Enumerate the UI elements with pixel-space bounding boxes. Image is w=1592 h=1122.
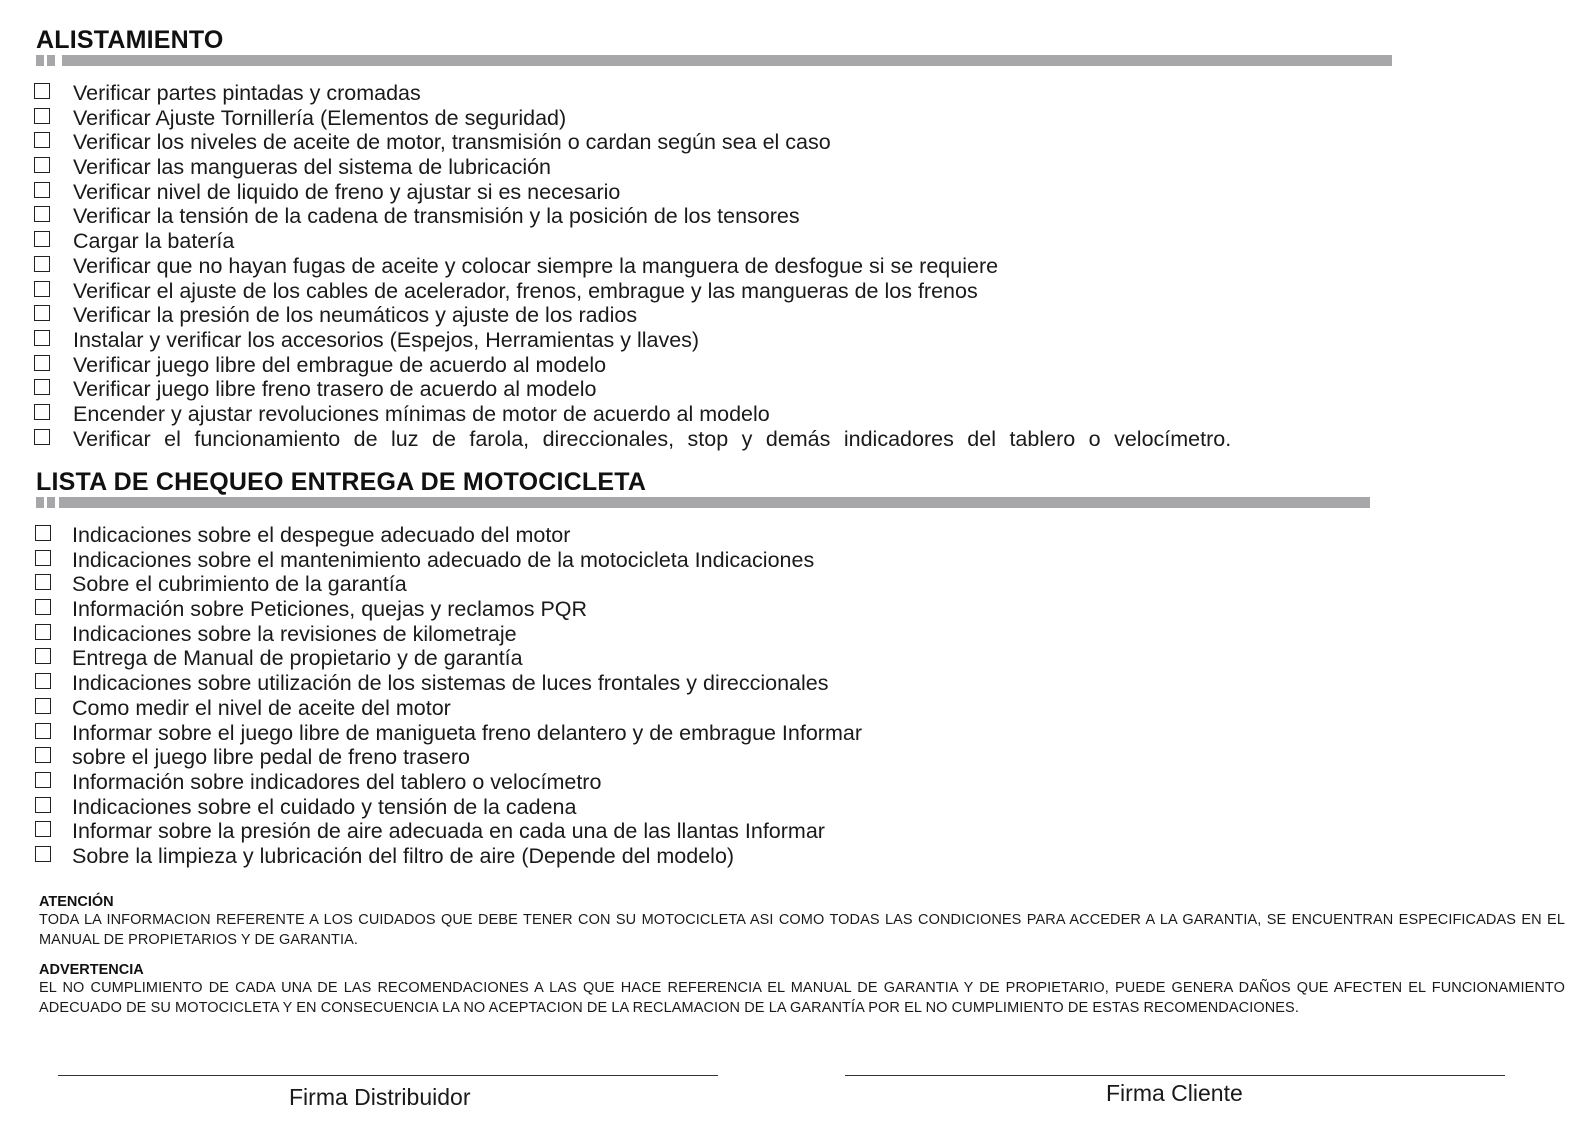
checklist-item-label: Indicaciones sobre utilización de los sistemas de luces frontales y direccionales xyxy=(72,671,829,696)
checklist-item-label: Sobre el cubrimiento de la garantía xyxy=(72,572,407,597)
checklist-item-label: Encender y ajustar revoluciones mínimas de motor de acuerdo al modelo xyxy=(73,401,770,426)
checkbox[interactable] xyxy=(35,574,51,590)
checklist-item-label: Indicaciones sobre el mantenimiento adecuado de la motocicleta Indicaciones xyxy=(72,547,815,572)
checkbox[interactable] xyxy=(35,624,51,640)
checklist-item xyxy=(35,671,1535,696)
checkbox[interactable] xyxy=(34,379,50,395)
advertencia-title: ADVERTENCIA xyxy=(39,962,144,978)
checklist-item-label: Indicaciones sobre el despegue adecuado del motor xyxy=(72,523,571,547)
section-divider xyxy=(36,55,1392,66)
checklist-item xyxy=(35,819,1535,844)
advertencia-text: EL NO CUMPLIMIENTO DE CADA UNA DE LAS RECOMENDACIONES A LAS QUE HACE REFERENCIA EL MANUAL DE GARANTIA Y DE PROPIETARIO, PUEDE GENERA DAÑOS QUE AFECTEN EL FUNCIONAMIENTO ADECUADO DE SU MOTOCICLETA Y EN CONSECUENCIA LA NO ACEPTACION DE LA RECLAMACION DE LA GARANTÍA POR EL NO CUMPLIMIENTO DE ESTAS RECOMENDACIONES. xyxy=(39,980,1565,1016)
checkbox[interactable] xyxy=(34,182,50,198)
checkbox[interactable] xyxy=(34,355,50,371)
checkbox[interactable] xyxy=(35,723,51,739)
checklist-item-label: Verificar el funcionamiento de luz de farola, direccionales, stop y demás indicadores del tablero o velocímetro. xyxy=(73,426,1232,451)
checklist-item xyxy=(34,130,1534,155)
checklist-item xyxy=(34,427,1534,452)
signature-label-cliente: Firma Cliente xyxy=(1106,1080,1243,1106)
atencion-text: TODA LA INFORMACION REFERENTE A LOS CUIDADOS QUE DEBE TENER CON SU MOTOCICLETA ASI COMO TODAS LAS CONDICIONES PARA ACCEDER A LA GARANTIA, SE ENCUENTRAN ESPECIFICADAS EN EL MANUAL DE PROPIETARIOS Y DE GARANTIA. xyxy=(39,912,1565,948)
checkbox[interactable] xyxy=(35,747,51,763)
checklist-item xyxy=(35,721,1535,746)
atencion-title: ATENCIÓN xyxy=(39,894,114,910)
checklist-item-label: Verificar la presión de los neumáticos y ajuste de los radios xyxy=(73,303,638,328)
checkbox[interactable] xyxy=(35,772,51,788)
checklist-item-label: Verificar las mangueras del sistema de lubricación xyxy=(73,155,552,180)
signature-line-distribuidor xyxy=(58,1075,718,1076)
checkbox[interactable] xyxy=(35,797,51,813)
checklist-item-label: Verificar nivel de liquido de freno y ajustar si es necesario xyxy=(73,179,621,204)
checklist-item xyxy=(35,622,1535,647)
checkbox[interactable] xyxy=(34,256,50,272)
checklist-item xyxy=(34,254,1534,279)
checklist-item xyxy=(34,81,1534,106)
checklist-item-label: Verificar partes pintadas y cromadas xyxy=(73,81,421,105)
checklist-item xyxy=(34,204,1534,229)
checkbox[interactable] xyxy=(35,846,51,862)
section-title-alistamiento: ALISTAMIENTO xyxy=(36,26,224,54)
checkbox[interactable] xyxy=(35,673,51,689)
checklist-item xyxy=(35,696,1535,721)
checkbox[interactable] xyxy=(34,206,50,222)
checklist-item xyxy=(34,106,1534,131)
signature-label-distribuidor: Firma Distribuidor xyxy=(289,1084,471,1110)
checkbox[interactable] xyxy=(35,821,51,837)
checkbox[interactable] xyxy=(34,281,50,297)
checklist-item-label: Verificar que no hayan fugas de aceite y colocar siempre la manguera de desfogue si se requiere xyxy=(73,253,999,278)
checklist-item xyxy=(35,795,1535,820)
checklist-item xyxy=(34,328,1534,353)
checkbox[interactable] xyxy=(34,330,50,346)
checkbox[interactable] xyxy=(35,698,51,714)
checklist-item-label: Información sobre Peticiones, quejas y reclamos PQR xyxy=(72,597,588,622)
checklist-item-label: Verificar la tensión de la cadena de transmisión y la posición de los tensores xyxy=(73,204,800,229)
checklist-item-label: Informar sobre el juego libre de manigueta freno delantero y de embrague Informar xyxy=(72,720,862,745)
entrega-checklist xyxy=(35,523,1535,869)
checklist-item xyxy=(34,353,1534,378)
checklist-item xyxy=(35,548,1535,573)
checkbox[interactable] xyxy=(34,305,50,321)
checklist-item-label: Entrega de Manual de propietario y de garantía xyxy=(72,646,523,671)
checklist-item xyxy=(35,646,1535,671)
checklist-item-label: Verificar el ajuste de los cables de acelerador, frenos, embrague y las mangueras de los frenos xyxy=(73,278,978,303)
checkbox[interactable] xyxy=(34,231,50,247)
checkbox[interactable] xyxy=(34,404,50,420)
section-divider xyxy=(36,497,1370,508)
checklist-item xyxy=(35,745,1535,770)
section-title-entrega: LISTA DE CHEQUEO ENTREGA DE MOTOCICLETA xyxy=(36,468,647,496)
checklist-item xyxy=(35,572,1535,597)
checklist-item-label: Sobre la limpieza y lubricación del filtro de aire (Depende del modelo) xyxy=(72,843,735,868)
checklist-item-label: Verificar Ajuste Tornillería (Elementos de seguridad) xyxy=(73,105,567,130)
checklist-item-label: Indicaciones sobre la revisiones de kilometraje xyxy=(72,621,517,646)
checklist-item-label: Cargar la batería xyxy=(73,229,235,254)
checklist-item xyxy=(34,377,1534,402)
checklist-item-label: Informar sobre la presión de aire adecuada en cada una de las llantas Informar xyxy=(72,819,825,844)
checkbox[interactable] xyxy=(34,132,50,148)
checklist-item xyxy=(34,229,1534,254)
checkbox[interactable] xyxy=(35,648,51,664)
checklist-item-label: Información sobre indicadores del tablero o velocímetro xyxy=(72,769,602,794)
checklist-item-label: Indicaciones sobre el cuidado y tensión de la cadena xyxy=(72,794,577,819)
checkbox[interactable] xyxy=(35,599,51,615)
checklist-item-label: Verificar los niveles de aceite de motor, transmisión o cardan según sea el caso xyxy=(73,130,831,155)
checkbox[interactable] xyxy=(35,550,51,566)
checklist-item-label: sobre el juego libre pedal de freno trasero xyxy=(72,745,471,770)
checkbox[interactable] xyxy=(34,157,50,173)
checkbox[interactable] xyxy=(34,429,50,445)
checklist-item xyxy=(35,770,1535,795)
checklist-item-label: Instalar y verificar los accesorios (Espejos, Herramientas y llaves) xyxy=(73,327,700,352)
checkbox[interactable] xyxy=(34,108,50,124)
checklist-item xyxy=(34,402,1534,427)
alistamiento-checklist xyxy=(34,81,1534,451)
checklist-item-label: Verificar juego libre freno trasero de acuerdo al modelo xyxy=(73,377,597,402)
checklist-item xyxy=(34,279,1534,304)
checklist-item-label: Como medir el nivel de aceite del motor xyxy=(72,695,451,720)
checklist-item-label: Verificar juego libre del embrague de acuerdo al modelo xyxy=(73,352,607,377)
checkbox[interactable] xyxy=(34,83,50,99)
checklist-item xyxy=(35,844,1535,869)
checklist-item xyxy=(34,155,1534,180)
checklist-item xyxy=(35,597,1535,622)
checkbox[interactable] xyxy=(35,525,51,541)
signature-line-cliente xyxy=(845,1075,1505,1076)
checklist-item xyxy=(34,180,1534,205)
checklist-item xyxy=(35,523,1535,548)
checklist-item xyxy=(34,303,1534,328)
